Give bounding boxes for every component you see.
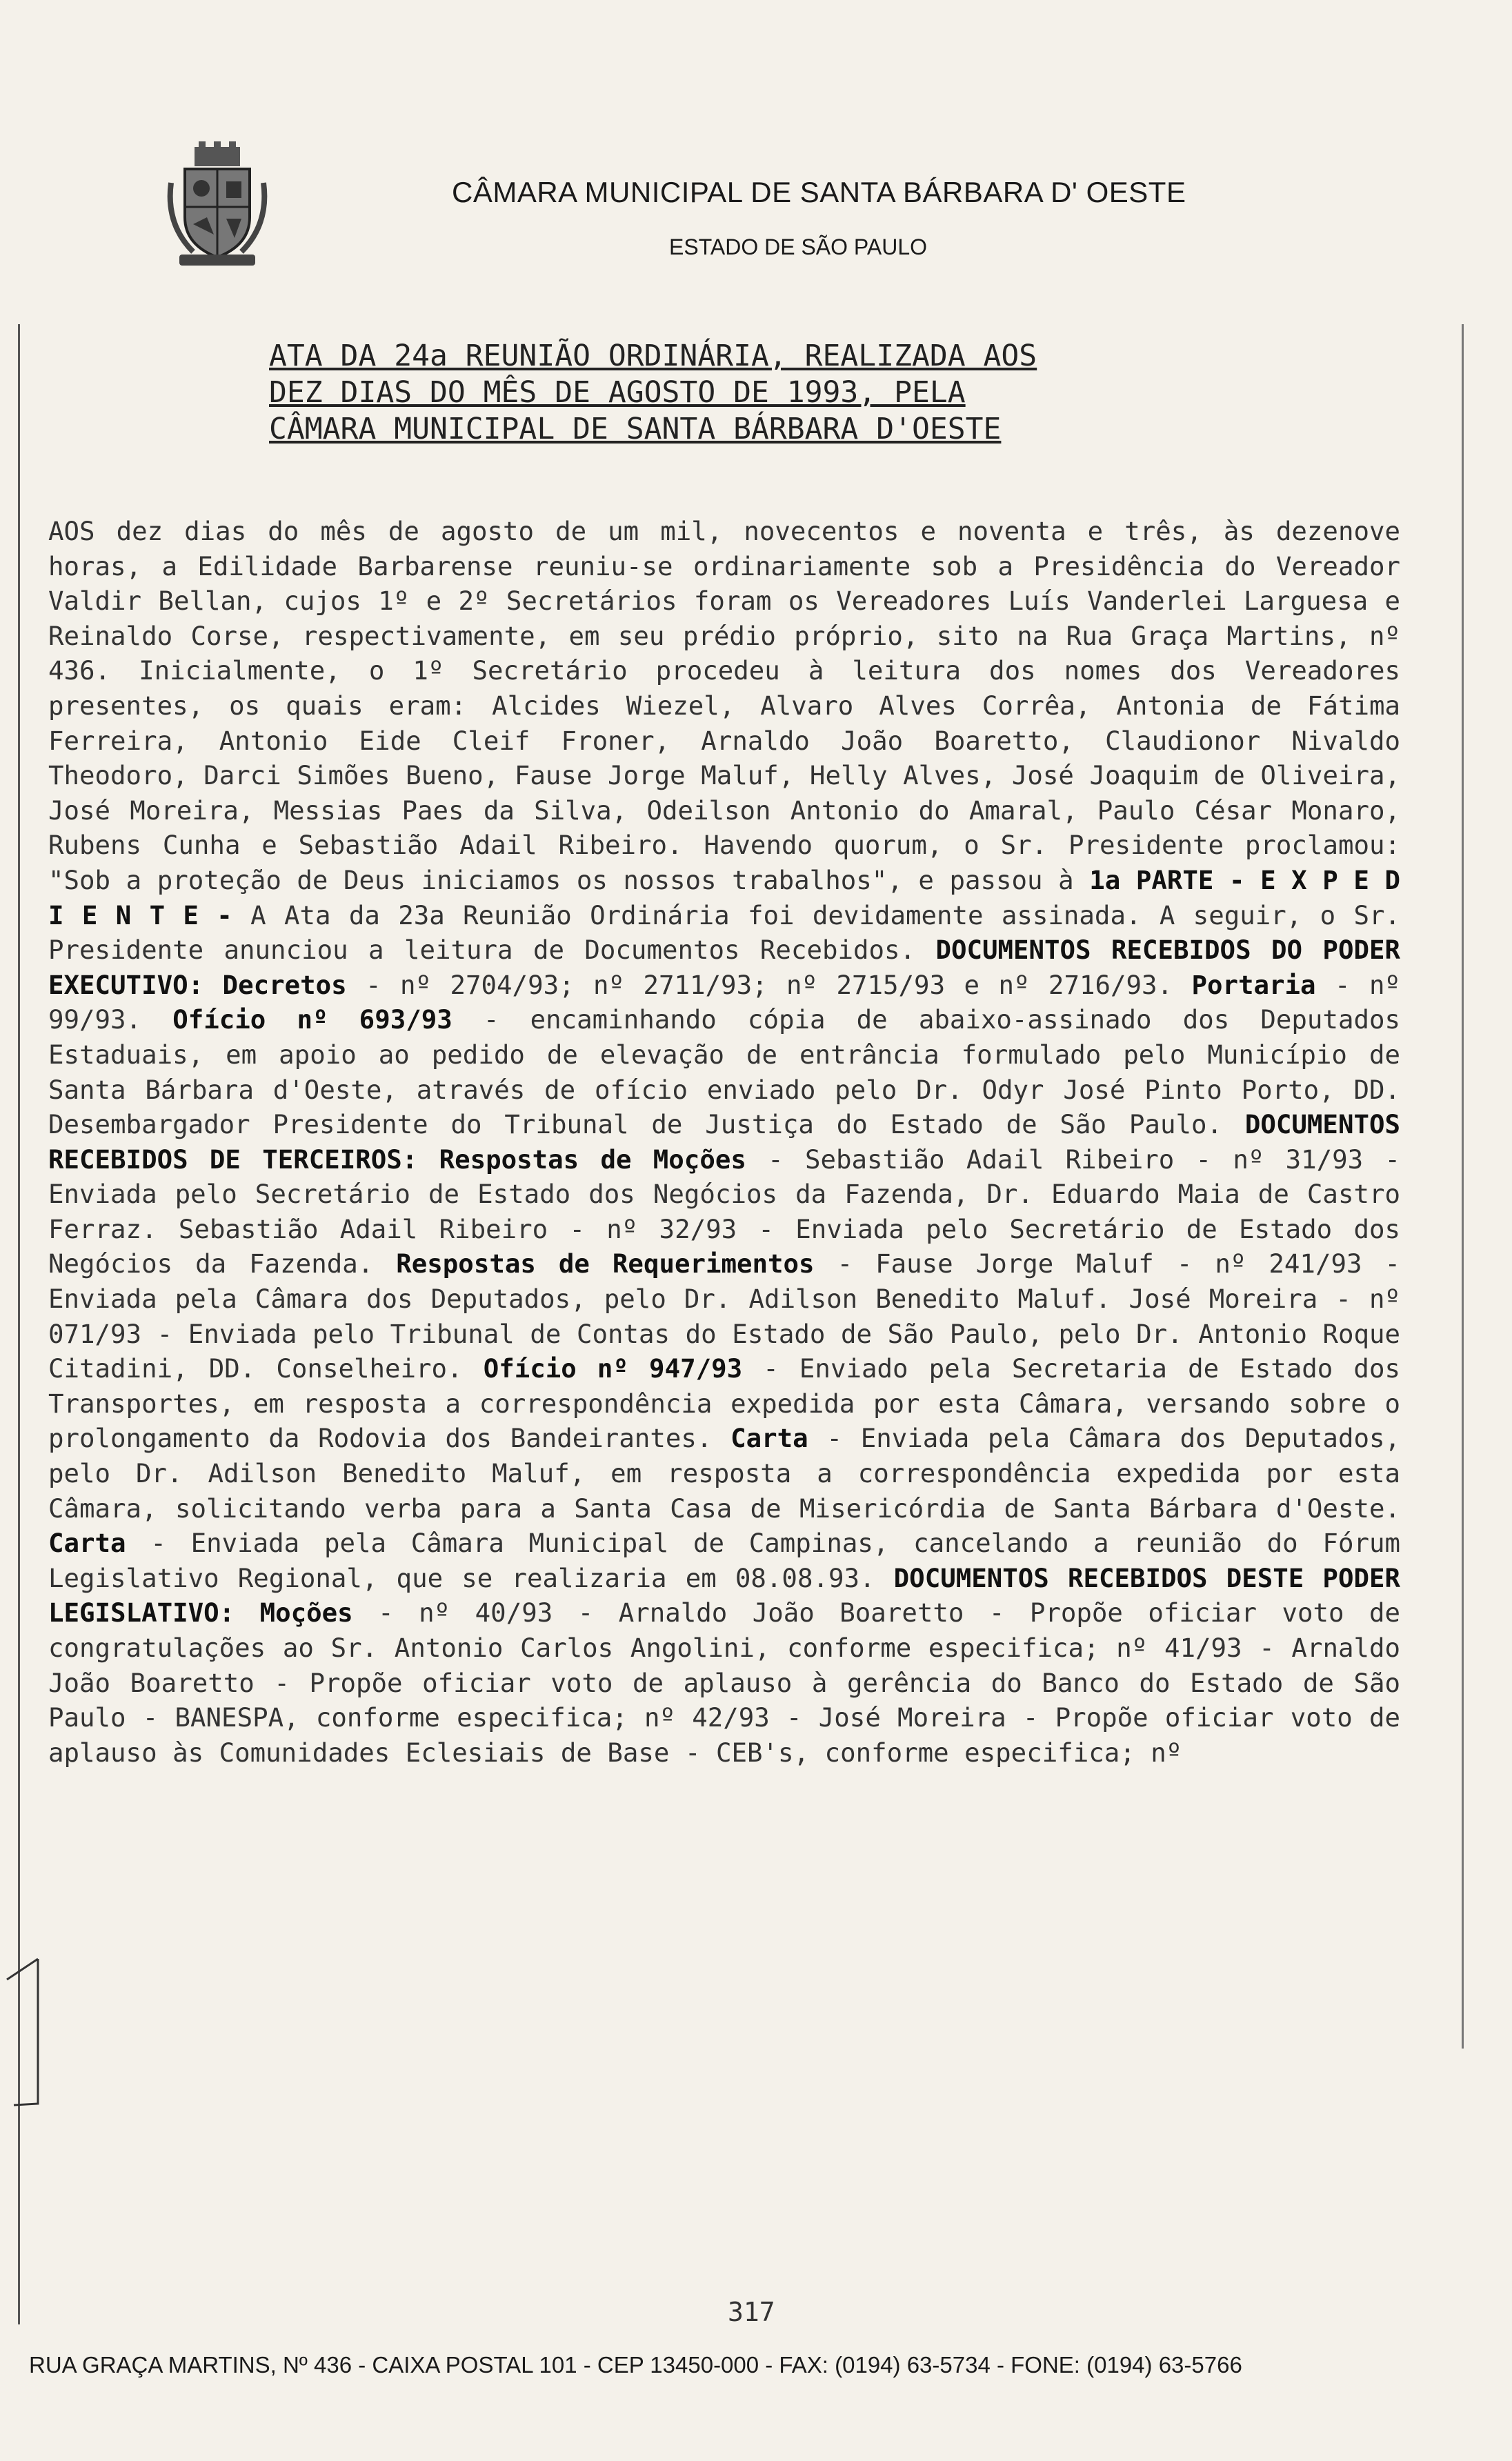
title-line-1: ATA DA 24a REUNIÃO ORDINÁRIA, REALIZADA AOS xyxy=(269,339,1037,373)
body-paragraph: - nº 40/93 - Arnaldo João Boaretto - Propõe oficiar voto de congratulações ao Sr. Antonio Carlos Angolini, conforme especifica; nº 41/93 - Arnaldo João Boaretto - Propõe oficiar voto de aplauso à gerência do Banco do Estado de São Paulo - BANESPA, conforme especifica; nº 42/93 - José Moreira - Propõe oficiar voto de aplauso às Comunidades Eclesiais de Base - CEB's, conforme especifica; nº xyxy=(48,1597,1400,1768)
right-margin-line xyxy=(1462,324,1464,2049)
body-paragraph: - nº 99/93. xyxy=(48,969,1400,1035)
title-line-3: CÂMARA MUNICIPAL DE SANTA BÁRBARA D'OESTE xyxy=(269,412,1002,446)
body-paragraph: - Enviado pela Secretaria de Estado dos Transportes, em resposta a correspondência expedida por esta Câmara, versando sobre o prolongamento da Rodovia dos Bandeirantes. xyxy=(48,1353,1400,1454)
body-paragraph: - Enviada pela Câmara dos Deputados, pelo Dr. Adilson Benedito Maluf, em resposta a correspondência expedida por esta Câmara, solicitando verba para a Santa Casa de Misericórdia de Santa Bárbara d'Oeste. xyxy=(48,1423,1400,1524)
section-heading: Portaria xyxy=(1191,969,1335,1000)
body-paragraph: - Fause Jorge Maluf - nº 241/93 - Enviada pela Câmara dos Deputados, pelo Dr. Adilson Benedito Maluf. José Moreira - nº 071/93 - Enviada pelo Tribunal de Contas do Estado de São Paulo, pelo Dr. Antonio Roque Citadini, DD. Conselheiro. xyxy=(48,1248,1401,1384)
organization-state: ESTADO DE SÃO PAULO xyxy=(669,235,928,259)
body-paragraph: - Sebastião Adail Ribeiro - nº 31/93 - Enviada pelo Secretário de Estado dos Negócios da Fazenda, Dr. Eduardo Maia de Castro Ferraz. Sebastião Adail Ribeiro - nº 32/93 - Enviada pelo Secretário de Estado dos Negócios da Fazenda. xyxy=(48,1144,1400,1279)
section-heading: Respostas de Requerimentos xyxy=(396,1248,837,1279)
body-paragraph: - encaminhando cópia de abaixo-assinado dos Deputados Estaduais, em apoio ao pedido de elevação de entrância formulado pelo Município de Santa Bárbara d'Oeste, através de ofício enviado pelo Dr. Odyr José Pinto Porto, DD. Desembargador Presidente do Tribunal de Justiça do Estado de São Paulo. xyxy=(48,1004,1400,1140)
section-heading: DOCUMENTOS RECEBIDOS DE TERCEIROS: Respostas de Moções xyxy=(48,1109,1400,1175)
letterhead xyxy=(0,134,1512,300)
body-paragraph: - Enviada pela Câmara Municipal de Campinas, cancelando a reunião do Fórum Legislativo Regional, que se realizaria em 08.08.93. xyxy=(48,1528,1400,1593)
page-number: 317 xyxy=(728,2297,775,2327)
footer-address: RUA GRAÇA MARTINS, Nº 436 - CAIXA POSTAL 101 - CEP 13450-000 - FAX: (0194) 63-5734 - FONE: (0194) 63-5766 xyxy=(29,2352,1242,2378)
document-title xyxy=(269,338,1166,448)
section-heading: Ofício nº 693/93 xyxy=(172,1004,484,1035)
section-heading: Carta xyxy=(730,1423,827,1454)
margin-bracket-mark xyxy=(0,1952,41,2111)
body-paragraph: A Ata da 23a Reunião Ordinária foi devidamente assinada. A seguir, o Sr. Presidente anunciou a leitura de Documentos Recebidos. xyxy=(48,899,1400,966)
title-line-2: DEZ DIAS DO MÊS DE AGOSTO DE 1993, PELA xyxy=(269,375,966,410)
organization-name: CÂMARA MUNICIPAL DE SANTA BÁRBARA D' OESTE xyxy=(452,176,1186,208)
section-heading: 1a PARTE - E X P E D I E N T E - xyxy=(48,864,1400,930)
municipal-crest-icon xyxy=(166,141,269,269)
minutes-body xyxy=(48,514,1400,1770)
body-paragraph: - nº 2704/93; nº 2711/93; nº 2715/93 e nº 2716/93. xyxy=(366,969,1192,1000)
section-heading: Ofício nº 947/93 xyxy=(483,1353,764,1384)
body-paragraph: AOS dez dias do mês de agosto de um mil, novecentos e noventa e três, às dezenove horas, a Edilidade Barbarense reuniu-se ordinariamente sob a Presidência do Vereador Valdir Bellan, cujos 1º e 2º Secretários foram os Vereadores Luís Vanderlei Larguesa e Reinaldo Corse, respectivamente, em seu prédio próprio, sito na Rua Graça Martins, nº 436. Inicialmente, o 1º Secretário procedeu à leitura dos nomes dos Vereadores presentes, os quais eram: Alcides Wiezel, Alvaro Alves Corrêa, Antonia de Fátima Ferreira, Antonio Eide Cleif Froner, Arnaldo João Boaretto, Claudionor Nivaldo Theodoro, Darci Simões Bueno, Fause Jorge Maluf, Helly Alves, José Joaquim de Oliveira, José Moreira, Messias Paes da Silva, Odeilson Antonio do Amaral, Paulo César Monaro, Rubens Cunha e Sebastião Adail Ribeiro. Havendo quorum, o Sr. Presidente proclamou: "Sob a proteção de Deus iniciamos os nossos trabalhos", e passou à xyxy=(48,516,1400,895)
section-heading: Carta xyxy=(48,1528,151,1559)
section-heading: DOCUMENTOS RECEBIDOS DESTE PODER LEGISLATIVO: Moções xyxy=(48,1562,1400,1628)
section-heading: DOCUMENTOS RECEBIDOS DO PODER EXECUTIVO: Decretos xyxy=(48,935,1400,1000)
